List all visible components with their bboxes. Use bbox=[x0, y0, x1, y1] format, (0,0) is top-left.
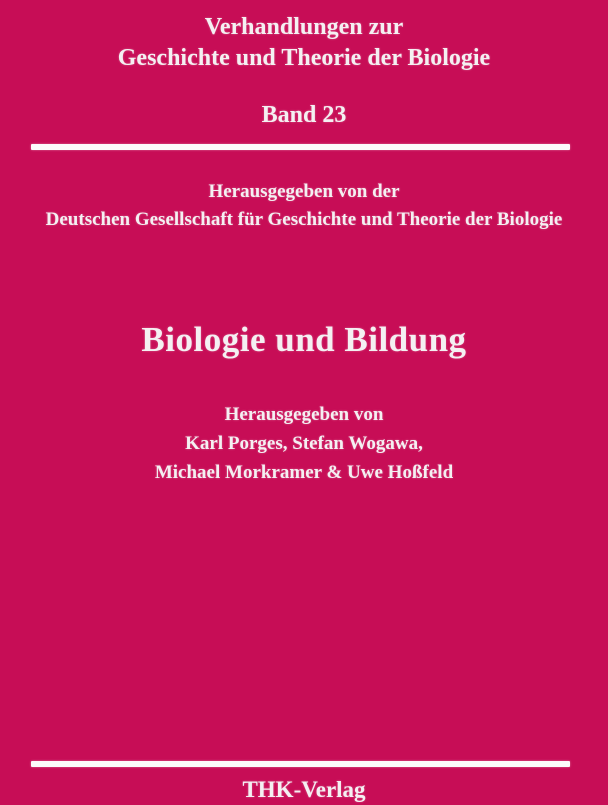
divider-rule-top bbox=[31, 144, 570, 150]
society-attribution-line1: Herausgegeben von der bbox=[208, 181, 400, 202]
publisher-imprint: THK-Verlag bbox=[242, 777, 366, 802]
book-title: Biologie und Bildung bbox=[141, 320, 467, 359]
volume-number: Band 23 bbox=[261, 102, 347, 128]
series-title-line1: Verhandlungen zur bbox=[204, 14, 404, 40]
editors-names-line2: Michael Morkramer & Uwe Hoßfeld bbox=[154, 462, 454, 483]
series-title bbox=[0, 12, 608, 74]
editors-names-line1: Karl Porges, Stefan Wogawa, bbox=[185, 433, 423, 454]
editors-heading: Herausgegeben von bbox=[224, 404, 384, 425]
divider-rule-bottom bbox=[31, 761, 570, 767]
society-attribution bbox=[0, 178, 608, 234]
series-title-line2: Geschichte und Theorie der Biologie bbox=[117, 45, 491, 71]
society-attribution-line2: Deutschen Gesellschaft für Geschichte und Theorie der Biologie bbox=[45, 209, 563, 230]
editors-block bbox=[0, 400, 608, 487]
